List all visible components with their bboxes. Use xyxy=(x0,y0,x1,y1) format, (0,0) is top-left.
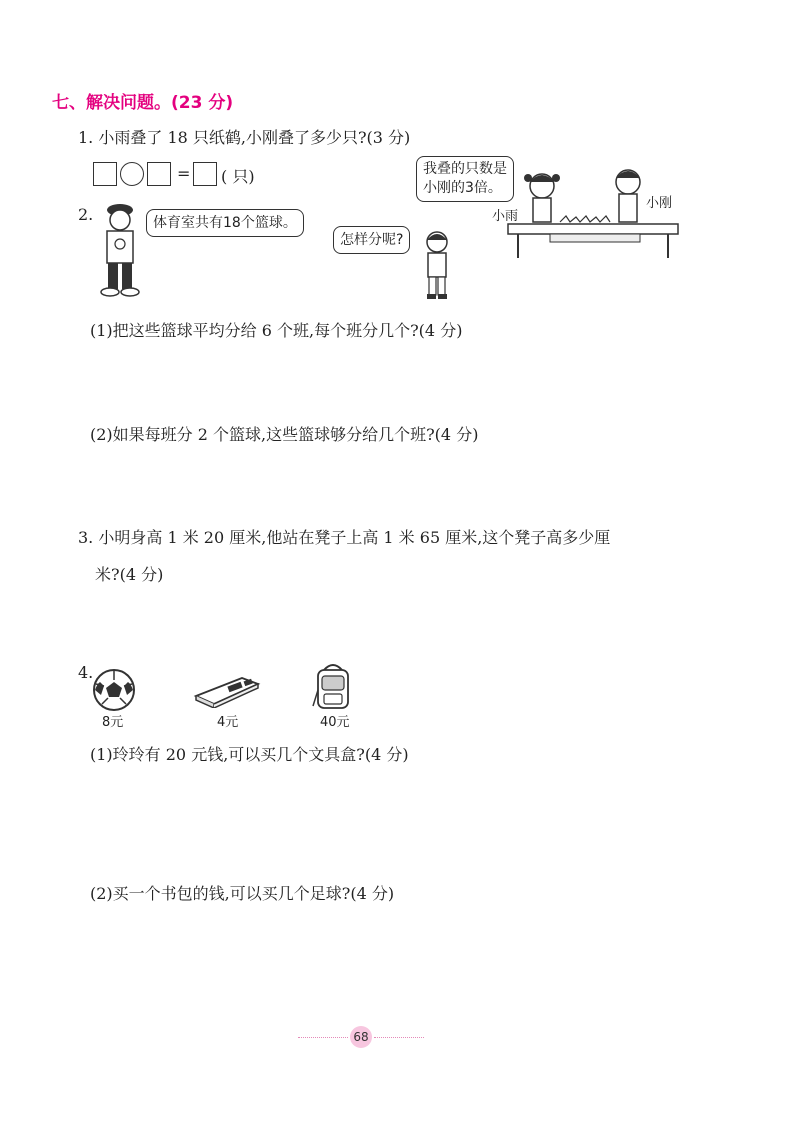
soccer-ball-price: 8元 xyxy=(102,715,124,730)
soccer-ball-icon xyxy=(92,668,136,712)
section-title: 七、解决问题。(23 分) xyxy=(52,93,234,113)
pencil-case-icon xyxy=(192,672,262,708)
question-3-line-1: 3. 小明身高 1 米 20 厘米,他站在凳子上高 1 米 65 厘米,这个凳子高多少厘 xyxy=(78,528,611,547)
question-3-line-2: 米?(4 分) xyxy=(95,565,164,584)
footer-divider-right xyxy=(374,1037,424,1038)
unit-label: ( 只) xyxy=(221,167,255,186)
speech-bubble-teacher: 体育室共有18个篮球。 xyxy=(146,209,304,237)
question-2-sub-2: (2)如果每班分 2 个篮球,这些篮球够分给几个班?(4 分) xyxy=(90,425,479,444)
answer-box-1[interactable] xyxy=(93,162,117,186)
operator-circle[interactable] xyxy=(120,162,144,186)
question-1-text: 1. 小雨叠了 18 只纸鹤,小刚叠了多少只?(3 分) xyxy=(78,128,411,147)
speech-bubble-boy: 怎样分呢? xyxy=(333,226,410,254)
pencil-case-price: 4元 xyxy=(217,715,239,730)
answer-box-2[interactable] xyxy=(147,162,171,186)
question-2-number: 2. xyxy=(78,205,94,224)
question-4-sub-1: (1)玲玲有 20 元钱,可以买几个文具盒?(4 分) xyxy=(90,745,409,764)
footer-divider-left xyxy=(298,1037,348,1038)
teacher-drawing xyxy=(95,200,145,300)
name-xiaoyu: 小雨 xyxy=(492,209,519,224)
backpack-price: 40元 xyxy=(320,715,350,730)
boy-drawing xyxy=(420,230,454,302)
name-xiaogang: 小刚 xyxy=(646,196,673,211)
bubble-line-1: 我叠的只数是 xyxy=(423,161,507,177)
page-number: 68 xyxy=(350,1026,372,1048)
bubble-line-2: 小刚的3倍。 xyxy=(423,180,502,196)
q1-answer-formula xyxy=(93,162,273,190)
answer-box-result[interactable] xyxy=(193,162,217,186)
question-2-sub-1: (1)把这些篮球平均分给 6 个班,每个班分几个?(4 分) xyxy=(90,321,463,340)
question-4-number: 4. xyxy=(78,663,94,682)
backpack-icon xyxy=(310,660,356,712)
equals-sign: = xyxy=(177,164,191,183)
question-4-sub-2: (2)买一个书包的钱,可以买几个足球?(4 分) xyxy=(90,884,395,903)
